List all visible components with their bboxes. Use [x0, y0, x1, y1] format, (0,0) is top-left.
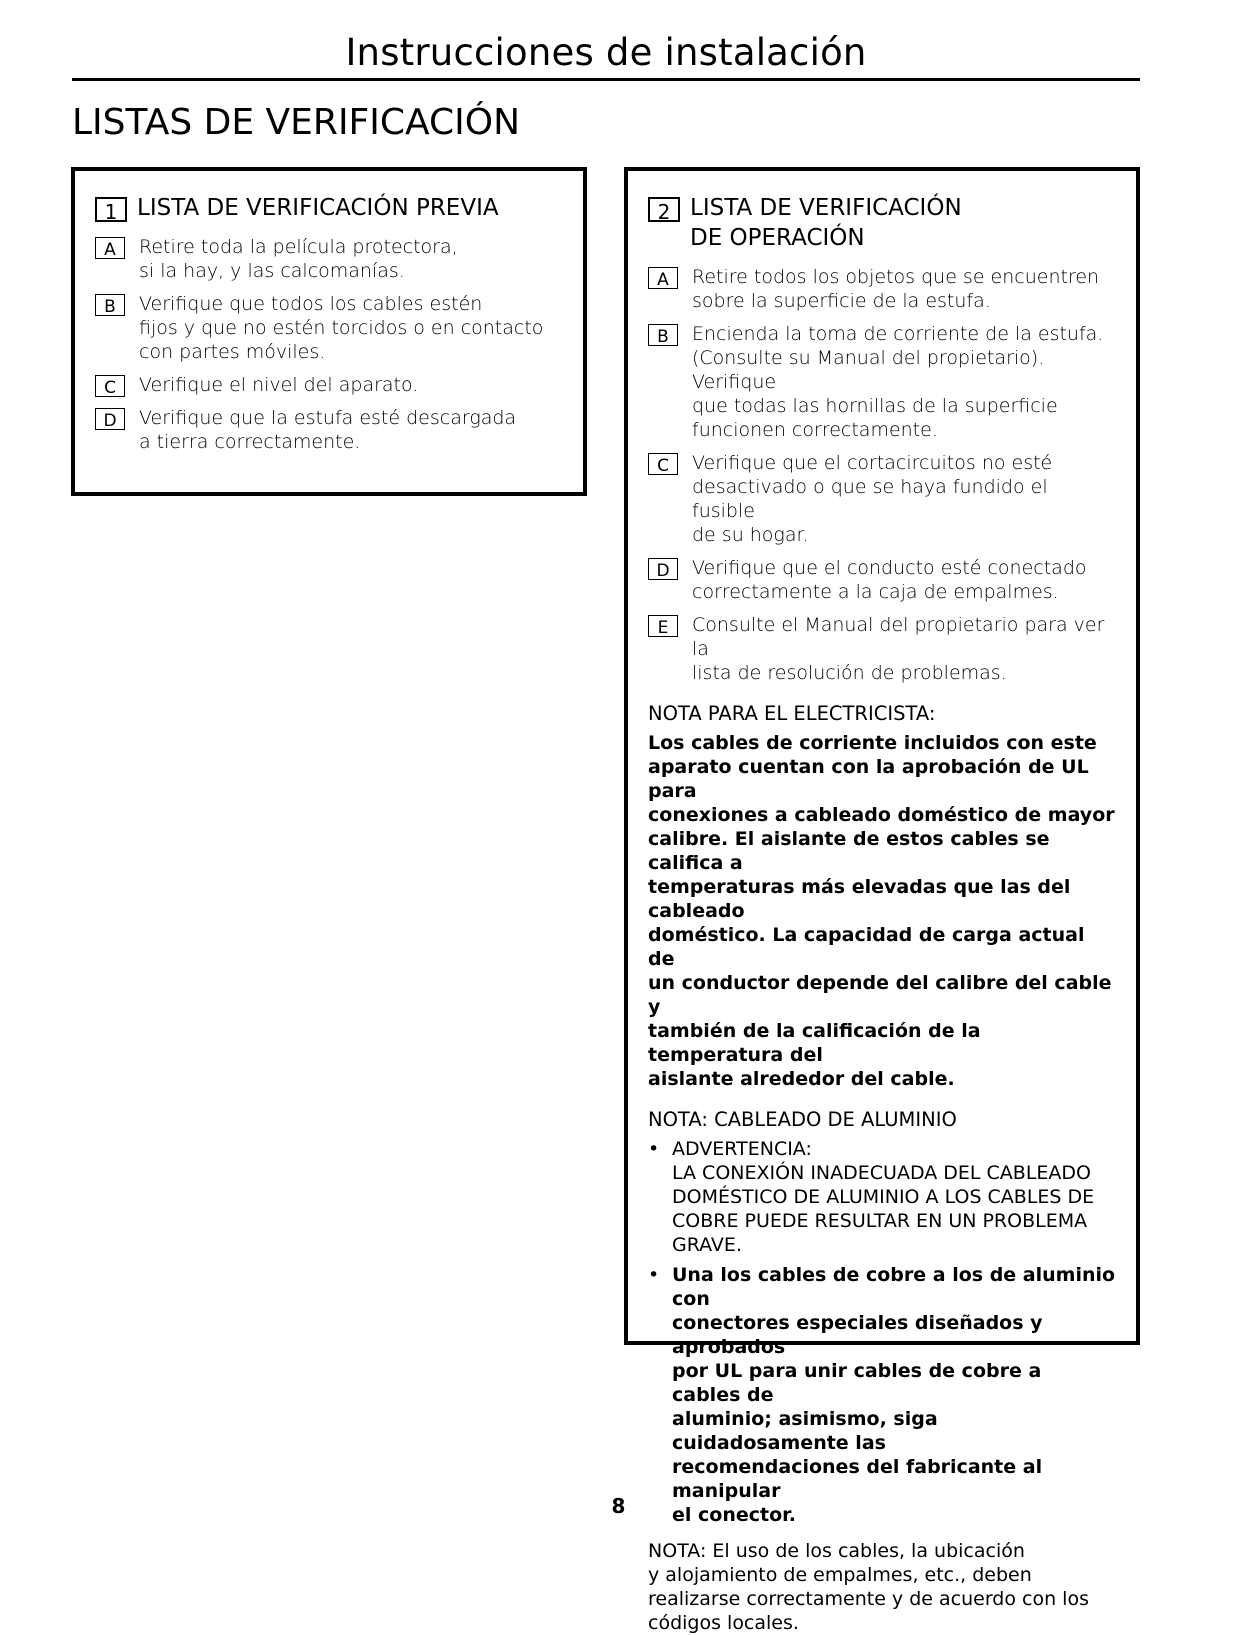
page-header-title: Instrucciones de instalación — [345, 31, 867, 74]
checklist-item-text: Verifique que todos los cables estén fijos y que no estén torcidos o en contacto con partes móviles. — [139, 293, 544, 363]
operation-checklist-title: LISTA DE VERIFICACIÓN DE OPERACIÓN — [690, 195, 962, 251]
item-letter-badge: D — [648, 558, 678, 580]
instruction-text: Una los cables de cobre a los de aluminio con conectores especiales diseñados y aprobados por UL para unir cables de cobre a cables de aluminio; asimismo, siga cuidadosamente las recomendaciones del fabricante al manipular el conector. — [672, 1264, 1116, 1526]
pre-checklist-title: LISTA DE VERIFICACIÓN PREVIA — [137, 195, 499, 221]
step-number-badge: 1 — [95, 197, 127, 222]
final-note: NOTA: El uso de los cables, la ubicación y alojamiento de empalmes, etc., deben realizarse correctamente y de acuerdo con los códigos locales. — [648, 1540, 1089, 1634]
checklist-item — [95, 235, 563, 283]
bullet-icon: • — [648, 1138, 660, 1160]
checklist-item — [648, 613, 1116, 685]
step-number-badge: 2 — [648, 197, 680, 222]
checklist-item-text: Retire toda la película protectora, si la hay, y las calcomanías. — [139, 236, 458, 282]
pre-checklist-box — [71, 167, 587, 496]
item-letter-badge: A — [95, 237, 125, 259]
checklist-item — [648, 322, 1116, 442]
checklist-item-text: Verifique que el cortacircuitos no esté desactivado o que se haya fundido el fusible de su hogar. — [692, 452, 1053, 546]
item-letter-badge: B — [648, 324, 678, 346]
aluminum-note-heading: NOTA: CABLEADO DE ALUMINIO — [648, 1108, 957, 1131]
item-letter-badge: C — [648, 453, 678, 475]
checklist-item-text: Verifique que la estufa esté descargada a tierra correctamente. — [139, 407, 517, 453]
item-letter-badge: C — [95, 375, 125, 397]
page-header — [72, 30, 1140, 81]
electrician-note-heading: NOTA PARA EL ELECTRICISTA: — [648, 702, 936, 725]
pre-checklist-header — [95, 193, 563, 223]
operation-checklist-box — [624, 167, 1140, 1634]
checklist-item-text: Verifique que el conducto esté conectado correctamente a la caja de empalmes. — [692, 557, 1087, 603]
checklist-item — [648, 556, 1116, 604]
checklist-item — [648, 265, 1116, 313]
section-title: LISTAS DE VERIFICACIÓN — [72, 102, 521, 143]
warning-text: ADVERTENCIA: LA CONEXIÓN INADECUADA DEL CABLEADO DOMÉSTICO DE ALUMINIO A LOS CABLES DE COBRE PUEDE RESULTAR EN UN PROBLEMA GRAVE. — [672, 1138, 1095, 1256]
checklist-item-text: Retire todos los objetos que se encuentren sobre la superficie de la estufa. — [692, 266, 1100, 312]
operation-checklist-header — [648, 193, 1116, 253]
checklist-item — [95, 406, 563, 454]
electrician-note-body: Los cables de corriente incluidos con este aparato cuentan con la aprobación de UL para conexiones a cableado doméstico de mayor calibre. El aislante de estos cables se califica a temperaturas más elevadas que las del cableado doméstico. La capacidad de carga actual de un conductor depende del calibre del cable y también de la calificación de la temperatura del aislante alrededor del cable. — [648, 732, 1115, 1090]
item-letter-badge: E — [648, 615, 678, 637]
item-letter-badge: B — [95, 294, 125, 316]
checklist-item — [95, 292, 563, 364]
checklist-item — [648, 451, 1116, 547]
item-letter-badge: D — [95, 408, 125, 430]
checklist-item-text: Consulte el Manual del propietario para ver la lista de resolución de problemas. — [692, 614, 1105, 684]
list-item — [648, 1263, 1116, 1527]
item-letter-badge: A — [648, 267, 678, 289]
page-number: 8 — [611, 1494, 626, 1518]
list-item — [648, 1137, 1116, 1257]
checklist-item-text: Encienda la toma de corriente de la estufa. (Consulte su Manual del propietario). Verifique que todas las hornillas de la superficie funcionen correctamente. — [692, 323, 1104, 441]
checklist-item-text: Verifique el nivel del aparato. — [139, 374, 419, 396]
checklist-item — [95, 373, 563, 397]
aluminum-note-list — [648, 1137, 1116, 1527]
bullet-icon: • — [648, 1264, 660, 1286]
